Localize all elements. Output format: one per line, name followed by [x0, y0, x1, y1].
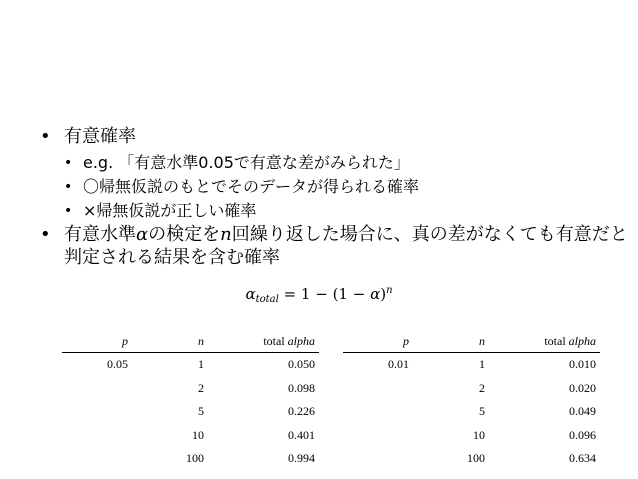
bullet-significance-probability: [40, 125, 630, 148]
sub-bullet-example: [40, 151, 630, 175]
table-row: [343, 447, 600, 471]
cell-p: [62, 447, 132, 471]
formula-rhs: = 1 − (1 −: [278, 285, 371, 303]
cell-p: [343, 447, 413, 471]
column-header-total-alpha: total alpha: [489, 330, 600, 353]
bullet-dot: •: [40, 224, 51, 245]
sub-bullet-text: e.g. 「有意水準0.05で有意な差がみられた」: [83, 153, 410, 172]
cell-n: 5: [198, 404, 204, 419]
sub-bullet-list: [40, 151, 630, 223]
n-symbol: n: [220, 224, 232, 245]
sub-bullet-text: ×帰無仮説が正しい確率: [83, 201, 257, 220]
column-header-total-alpha: total alpha: [208, 330, 319, 353]
bullet-text-part: 有意水準: [64, 224, 136, 245]
cell-p: [62, 377, 132, 401]
column-header-n: n: [132, 330, 208, 353]
cell-p: 0.05: [107, 357, 128, 372]
formula-close: ): [380, 285, 387, 303]
cell-p: [343, 424, 413, 448]
cell-p: 0.01: [388, 357, 409, 372]
cell-total: 0.010: [569, 357, 596, 372]
cell-n: 5: [479, 404, 485, 419]
table-header-row: [343, 330, 600, 353]
cell-n: 10: [192, 427, 204, 442]
sub-bullet-wrong: [40, 199, 630, 223]
bullet-multiple-testing: [40, 223, 630, 269]
cell-total: 0.049: [569, 404, 596, 419]
table-row: [62, 424, 319, 448]
alpha-table-001: [343, 330, 600, 471]
bullet-dot: •: [64, 179, 73, 195]
sub-bullet-correct: [40, 175, 630, 199]
cell-p: [343, 400, 413, 424]
alpha-symbol: α: [136, 224, 149, 245]
bullet-list: [40, 125, 630, 269]
cell-p: [62, 400, 132, 424]
cell-n: 2: [479, 380, 485, 395]
table-row: [343, 424, 600, 448]
table-row: [62, 447, 319, 471]
cell-n: 100: [467, 451, 485, 466]
table-row: [343, 353, 600, 377]
cell-total: 0.226: [288, 404, 315, 419]
table-row: [62, 400, 319, 424]
familywise-alpha-formula: [0, 281, 638, 310]
formula-subscript: total: [255, 294, 279, 305]
table-header-row: [62, 330, 319, 353]
cell-total: 0.401: [288, 427, 315, 442]
cell-p: [343, 377, 413, 401]
alpha-table-005: [62, 330, 319, 471]
cell-p: [62, 424, 132, 448]
table-row: [62, 353, 319, 377]
table-row: [343, 377, 600, 401]
cell-n: 1: [198, 357, 204, 372]
cell-total: 0.098: [288, 380, 315, 395]
cell-n: 2: [198, 380, 204, 395]
cell-n: 100: [186, 451, 204, 466]
formula-alpha: α: [370, 285, 381, 303]
column-header-p: p: [62, 330, 132, 353]
cell-total: 0.050: [288, 357, 315, 372]
formula-alpha: α: [245, 285, 256, 303]
cell-total: 0.020: [569, 380, 596, 395]
column-header-p: p: [343, 330, 413, 353]
bullet-text-part: 回繰り返した場合に、真の差がなくても有意だと判定される結果を含む確率: [64, 224, 628, 268]
table-row: [62, 377, 319, 401]
formula-exponent: n: [386, 285, 393, 296]
cell-n: 10: [473, 427, 485, 442]
sub-bullet-text: 〇帰無仮説のもとでそのデータが得られる確率: [83, 177, 420, 196]
cell-total: 0.096: [569, 427, 596, 442]
column-header-n: n: [413, 330, 489, 353]
cell-n: 1: [479, 357, 485, 372]
bullet-dot: •: [40, 126, 51, 147]
bullet-text-part: の検定を: [148, 224, 221, 245]
bullet-text: 有意確率: [64, 126, 136, 147]
bullet-dot: •: [64, 203, 73, 219]
cell-total: 0.634: [569, 451, 596, 466]
table-row: [343, 400, 600, 424]
bullet-dot: •: [64, 155, 73, 171]
cell-total: 0.994: [288, 451, 315, 466]
